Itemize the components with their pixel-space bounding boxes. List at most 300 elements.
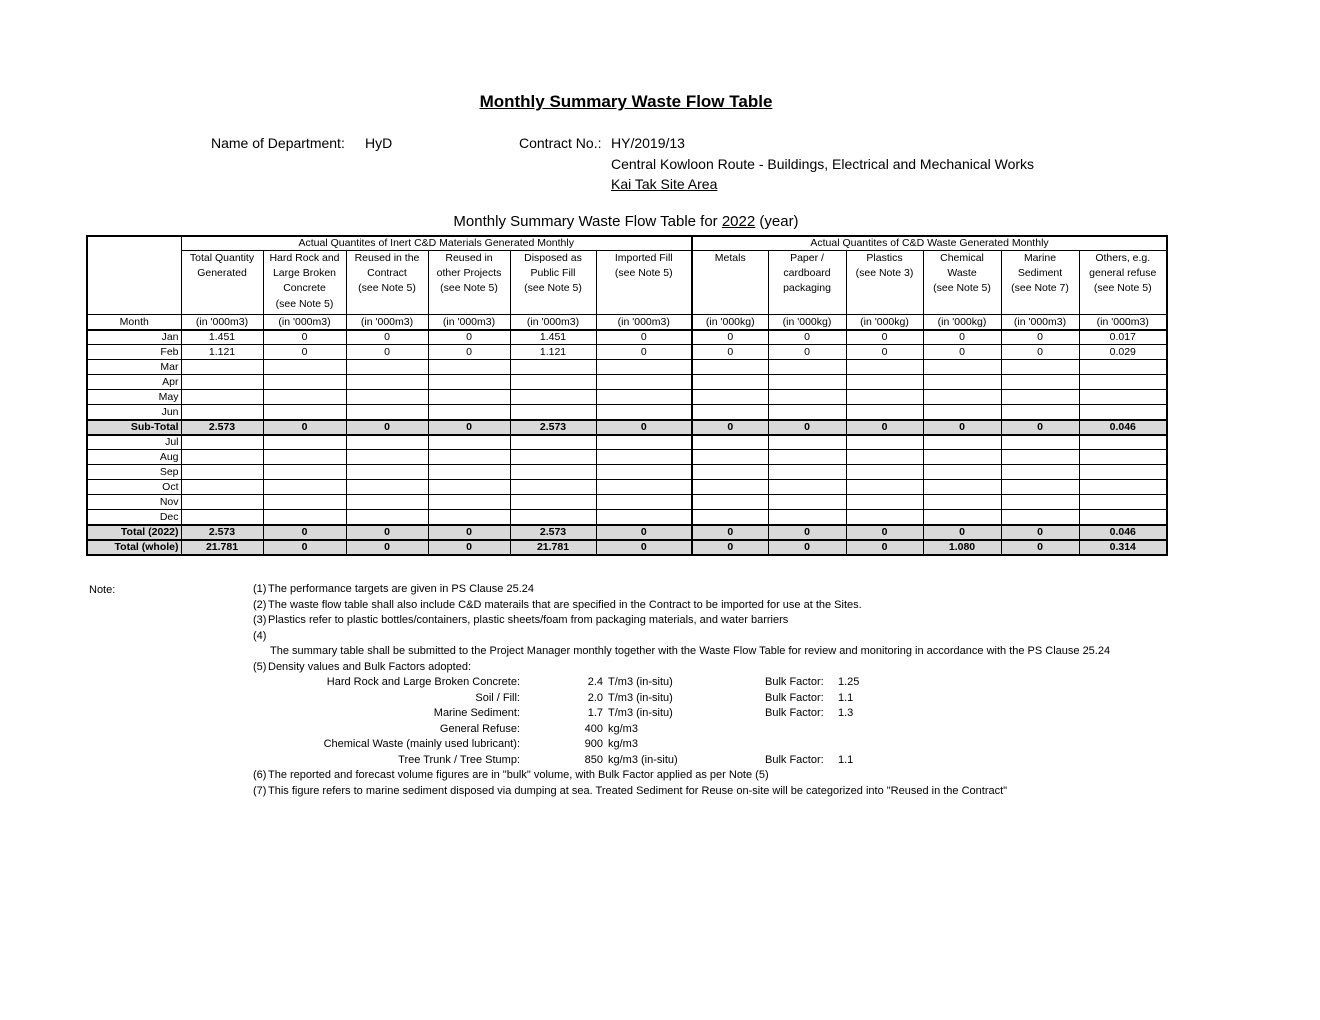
value-cell — [510, 405, 596, 420]
row-label: Aug — [87, 450, 181, 465]
column-header-line: Generated — [197, 267, 247, 280]
value-cell — [692, 435, 768, 450]
column-header — [510, 251, 596, 315]
table-row-may — [87, 390, 1167, 405]
column-header-line: (see Note 5) — [1093, 282, 1152, 295]
value-cell: 0 — [692, 525, 768, 540]
value-cell — [428, 435, 510, 450]
density-label: Tree Trunk / Tree Stump: — [398, 753, 520, 766]
value-cell: 0 — [768, 345, 846, 360]
value-cell — [768, 435, 846, 450]
value-cell — [346, 390, 428, 405]
density-unit: kg/m3 — [608, 722, 638, 735]
value-cell — [263, 405, 346, 420]
note-line — [0, 630, 1320, 646]
value-cell: 0 — [428, 525, 510, 540]
column-header-line: other Projects — [436, 267, 502, 280]
value-cell: 0 — [596, 525, 692, 540]
unit-cell: (in '000m3) — [181, 315, 263, 330]
value-cell: 0 — [692, 330, 768, 345]
value-cell: 0 — [768, 420, 846, 435]
value-cell — [428, 480, 510, 495]
bulk-factor-value: 1.25 — [838, 676, 860, 688]
column-header — [596, 251, 692, 315]
value-cell: 0 — [428, 330, 510, 345]
value-cell — [768, 375, 846, 390]
value-cell — [1001, 510, 1079, 525]
table-row-oct — [87, 480, 1167, 495]
value-cell: 0.029 — [1079, 345, 1167, 360]
value-cell — [596, 435, 692, 450]
value-cell — [346, 375, 428, 390]
value-cell — [846, 510, 923, 525]
value-cell — [1079, 375, 1167, 390]
note-text: Density values and Bulk Factors adopted: — [268, 660, 472, 673]
unit-cell: (in '000kg) — [846, 315, 923, 330]
note-line — [0, 676, 1320, 692]
value-cell — [768, 495, 846, 510]
note-text: The performance targets are given in PS Clause 25.24 — [268, 583, 534, 595]
value-cell — [510, 435, 596, 450]
column-header-line: Marine — [1023, 252, 1057, 264]
value-cell: 1.121 — [181, 345, 263, 360]
value-cell — [181, 405, 263, 420]
value-cell — [428, 465, 510, 480]
column-header-line: Paper / — [790, 252, 824, 264]
column-header — [428, 251, 510, 315]
value-cell — [510, 510, 596, 525]
value-cell — [1001, 360, 1079, 375]
value-cell — [596, 510, 692, 525]
column-header — [346, 251, 428, 315]
value-cell — [428, 450, 510, 465]
value-cell: 0 — [596, 420, 692, 435]
value-cell — [692, 375, 768, 390]
value-cell — [1079, 450, 1167, 465]
waste-flow-table-wrap — [86, 235, 1168, 556]
value-cell — [692, 495, 768, 510]
value-cell — [510, 480, 596, 495]
column-header-line: (see Note 5) — [440, 282, 498, 295]
value-cell — [181, 435, 263, 450]
value-cell — [1001, 405, 1079, 420]
department-label: Name of Department: — [211, 135, 345, 151]
value-cell — [1079, 495, 1167, 510]
column-header-line: Reused in — [445, 252, 493, 264]
value-cell: 0 — [692, 420, 768, 435]
column-header-line: Concrete — [283, 282, 326, 295]
note-number: (3) — [253, 614, 267, 626]
value-cell: 0 — [768, 540, 846, 555]
value-cell — [768, 465, 846, 480]
unit-cell: (in '000m3) — [510, 315, 596, 330]
column-header — [1079, 251, 1167, 315]
table-row-jan — [87, 330, 1167, 345]
density-value: 400 — [584, 722, 603, 735]
row-label: Total (2022) — [87, 525, 181, 540]
column-header-line: Hard Rock and — [269, 252, 340, 264]
value-cell: 0 — [346, 330, 428, 345]
value-cell — [768, 510, 846, 525]
value-cell — [596, 360, 692, 375]
value-cell: 0 — [1001, 525, 1079, 540]
value-cell — [1079, 390, 1167, 405]
value-cell — [263, 435, 346, 450]
value-cell: 21.781 — [181, 540, 263, 555]
table-row-nov — [87, 495, 1167, 510]
row-label: Sep — [87, 465, 181, 480]
value-cell: 0 — [1001, 330, 1079, 345]
value-cell: 2.573 — [181, 525, 263, 540]
note-line — [0, 692, 1320, 708]
note-number: (6) — [253, 769, 267, 781]
note-number: (5) — [253, 660, 267, 673]
value-cell — [181, 360, 263, 375]
table-row-sub-total — [87, 420, 1167, 435]
site-area: Kai Tak Site Area — [611, 176, 718, 192]
row-label: May — [87, 390, 181, 405]
value-cell — [346, 450, 428, 465]
value-cell: 0 — [923, 345, 1001, 360]
value-cell — [923, 390, 1001, 405]
table-row-jun — [87, 405, 1167, 420]
table-row-apr — [87, 375, 1167, 390]
value-cell: 0.017 — [1079, 330, 1167, 345]
value-cell: 0 — [596, 330, 692, 345]
subtitle-year: 2022 — [721, 213, 756, 230]
row-label: Jul — [87, 435, 181, 450]
density-label: General Refuse: — [439, 722, 520, 735]
density-value: 2.4 — [587, 676, 603, 688]
value-cell — [346, 435, 428, 450]
density-unit: kg/m3 — [608, 738, 638, 750]
note-line — [0, 769, 1320, 785]
value-cell — [510, 390, 596, 405]
value-cell: 0 — [1001, 540, 1079, 555]
value-cell: 0 — [1001, 420, 1079, 435]
value-cell — [692, 360, 768, 375]
value-cell — [596, 465, 692, 480]
value-cell — [1079, 510, 1167, 525]
value-cell — [923, 510, 1001, 525]
value-cell — [846, 435, 923, 450]
row-label: Total (whole) — [87, 540, 181, 555]
value-cell — [263, 495, 346, 510]
value-cell — [1001, 465, 1079, 480]
value-cell — [846, 390, 923, 405]
page-title: Monthly Summary Waste Flow Table — [479, 92, 773, 111]
value-cell — [263, 360, 346, 375]
unit-cell: (in '000m3) — [1001, 315, 1079, 330]
value-cell: 0 — [263, 345, 346, 360]
value-cell — [596, 480, 692, 495]
value-cell — [510, 450, 596, 465]
bulk-factor-value: 1.3 — [838, 707, 854, 719]
department-value: HyD — [365, 135, 393, 151]
column-header-line: (see Note 5) — [275, 297, 334, 310]
value-cell: 0 — [263, 540, 346, 555]
value-cell: 0 — [263, 420, 346, 435]
value-cell — [692, 510, 768, 525]
density-unit: T/m3 (in-situ) — [608, 707, 673, 719]
month-column-header: Month — [87, 315, 181, 330]
value-cell: 0 — [428, 420, 510, 435]
column-header-line: Waste — [947, 267, 977, 280]
unit-cell: (in '000kg) — [923, 315, 1001, 330]
value-cell — [181, 495, 263, 510]
value-cell — [846, 375, 923, 390]
table-row-mar — [87, 360, 1167, 375]
value-cell — [923, 495, 1001, 510]
value-cell — [510, 375, 596, 390]
value-cell — [846, 450, 923, 465]
note-line — [0, 707, 1320, 723]
density-label: Soil / Fill: — [475, 691, 520, 704]
column-header-line: packaging — [783, 282, 831, 295]
notes-label: Note: — [89, 584, 116, 596]
bulk-factor-label: Bulk Factor: — [765, 691, 824, 704]
value-cell: 0.046 — [1079, 525, 1167, 540]
column-header-line: (see Note 5) — [358, 282, 416, 295]
units-row — [87, 315, 1167, 330]
corner-cell — [87, 236, 181, 315]
value-cell: 0 — [263, 330, 346, 345]
column-header — [923, 251, 1001, 315]
unit-cell: (in '000m3) — [1079, 315, 1167, 330]
column-header-line: (see Note 5) — [614, 267, 673, 280]
table-row-dec — [87, 510, 1167, 525]
column-header-line: general refuse — [1089, 267, 1157, 280]
section-header-row — [87, 236, 1167, 251]
value-cell — [1079, 360, 1167, 375]
row-label: Nov — [87, 495, 181, 510]
note-line — [0, 661, 1320, 677]
column-header-row — [87, 251, 1167, 315]
value-cell: 0 — [692, 345, 768, 360]
column-header-line: Reused in the — [354, 252, 420, 264]
value-cell — [181, 375, 263, 390]
value-cell — [346, 465, 428, 480]
value-cell: 0 — [346, 420, 428, 435]
note-text: Plastics refer to plastic bottles/containers, plastic sheets/foam from packaging materials, and water barriers — [268, 614, 789, 626]
value-cell — [768, 360, 846, 375]
density-label: Chemical Waste (mainly used lubricant): — [323, 738, 520, 750]
column-header-line: (see Note 5) — [933, 282, 991, 295]
column-header-line: (see Note 5) — [524, 282, 582, 295]
density-unit: kg/m3 (in-situ) — [608, 753, 678, 766]
column-header-line: Chemical — [940, 252, 984, 264]
density-value: 1.7 — [587, 707, 603, 719]
value-cell — [923, 360, 1001, 375]
value-cell — [1079, 465, 1167, 480]
density-label: Hard Rock and Large Broken Concrete: — [326, 676, 520, 688]
value-cell: 1.121 — [510, 345, 596, 360]
value-cell — [346, 510, 428, 525]
column-header-line: Total Quantity — [189, 252, 255, 264]
column-header — [692, 251, 768, 315]
column-header-line: Contract — [367, 267, 407, 280]
contract-no-value: HY/2019/13 — [611, 135, 685, 151]
value-cell — [768, 480, 846, 495]
row-label: Oct — [87, 480, 181, 495]
column-header — [263, 251, 346, 315]
contract-no-label: Contract No.: — [519, 135, 602, 151]
value-cell — [1001, 375, 1079, 390]
value-cell — [346, 480, 428, 495]
waste-flow-table — [86, 235, 1168, 556]
unit-cell: (in '000m3) — [263, 315, 346, 330]
value-cell — [428, 375, 510, 390]
note-line — [0, 614, 1320, 630]
value-cell — [181, 510, 263, 525]
value-cell — [181, 450, 263, 465]
table-body — [87, 330, 1167, 555]
row-label: Apr — [87, 375, 181, 390]
density-value: 900 — [584, 738, 603, 750]
note-text: This figure refers to marine sediment disposed via dumping at sea. Treated Sediment for Reuse on-site will be categorized into "Reused in the Contract" — [268, 784, 1008, 797]
value-cell — [923, 435, 1001, 450]
note-number: (1) — [253, 583, 267, 595]
value-cell — [596, 405, 692, 420]
value-cell — [346, 405, 428, 420]
value-cell — [428, 510, 510, 525]
density-value: 850 — [584, 753, 603, 766]
note-line — [0, 754, 1320, 770]
value-cell — [1001, 450, 1079, 465]
value-cell: 0 — [428, 345, 510, 360]
density-unit: T/m3 (in-situ) — [608, 691, 673, 704]
value-cell — [596, 495, 692, 510]
note-text: The waste flow table shall also include C&D materails that are specified in the Contract to be imported for use at the Sites. — [268, 598, 862, 611]
note-line — [0, 785, 1320, 801]
value-cell — [346, 360, 428, 375]
value-cell: 0 — [923, 420, 1001, 435]
row-label: Mar — [87, 360, 181, 375]
column-header-line: Public Fill — [530, 267, 576, 280]
value-cell: 0 — [846, 345, 923, 360]
value-cell — [923, 375, 1001, 390]
value-cell — [181, 465, 263, 480]
value-cell — [263, 480, 346, 495]
table-row-feb — [87, 345, 1167, 360]
value-cell: 21.781 — [510, 540, 596, 555]
value-cell: 0 — [923, 330, 1001, 345]
row-label: Feb — [87, 345, 181, 360]
value-cell: 0 — [846, 525, 923, 540]
value-cell: 1.080 — [923, 540, 1001, 555]
value-cell — [596, 450, 692, 465]
note-number: (7) — [253, 784, 267, 797]
value-cell — [428, 390, 510, 405]
section-header-inert: Actual Quantites of Inert C&D Materials Generated Monthly — [181, 236, 692, 251]
note-line — [0, 723, 1320, 739]
column-header-line: Imported Fill — [614, 252, 673, 264]
value-cell — [263, 375, 346, 390]
value-cell — [692, 390, 768, 405]
value-cell — [692, 450, 768, 465]
bulk-factor-label: Bulk Factor: — [765, 753, 824, 766]
value-cell: 0 — [596, 345, 692, 360]
value-cell — [428, 495, 510, 510]
value-cell: 0 — [263, 525, 346, 540]
value-cell — [923, 480, 1001, 495]
value-cell — [692, 480, 768, 495]
value-cell: 0 — [846, 420, 923, 435]
column-header — [846, 251, 923, 315]
value-cell: 0 — [846, 330, 923, 345]
value-cell — [1079, 480, 1167, 495]
value-cell — [692, 405, 768, 420]
value-cell — [692, 465, 768, 480]
table-row-sep — [87, 465, 1167, 480]
column-header-line: Disposed as — [524, 252, 582, 264]
value-cell — [181, 390, 263, 405]
value-cell — [923, 450, 1001, 465]
value-cell — [263, 390, 346, 405]
value-cell — [1001, 495, 1079, 510]
section-header-waste: Actual Quantites of C&D Waste Generated Monthly — [692, 236, 1167, 251]
notes-section — [0, 583, 1320, 800]
bulk-factor-label: Bulk Factor: — [765, 676, 824, 688]
contract-description: Central Kowloon Route - Buildings, Electrical and Mechanical Works — [611, 156, 1035, 172]
value-cell: 0.046 — [1079, 420, 1167, 435]
value-cell — [923, 405, 1001, 420]
note-text: The reported and forecast volume figures are in "bulk" volume, with Bulk Factor applied as per Note (5) — [268, 769, 769, 781]
value-cell — [768, 450, 846, 465]
value-cell — [768, 405, 846, 420]
value-cell — [846, 405, 923, 420]
column-header-line: Metals — [714, 252, 746, 264]
column-header-line: (see Note 7) — [1011, 282, 1069, 295]
column-header — [181, 251, 263, 315]
row-label: Dec — [87, 510, 181, 525]
unit-cell: (in '000kg) — [692, 315, 768, 330]
density-unit: T/m3 (in-situ) — [608, 676, 673, 688]
value-cell: 0 — [692, 540, 768, 555]
value-cell — [510, 495, 596, 510]
value-cell: 2.573 — [181, 420, 263, 435]
value-cell — [596, 375, 692, 390]
unit-cell: (in '000kg) — [768, 315, 846, 330]
unit-cell: (in '000m3) — [346, 315, 428, 330]
value-cell: 0.314 — [1079, 540, 1167, 555]
value-cell: 0 — [768, 525, 846, 540]
value-cell: 0 — [346, 345, 428, 360]
note-line — [0, 738, 1320, 754]
bulk-factor-value: 1.1 — [838, 753, 854, 766]
value-cell — [846, 360, 923, 375]
value-cell: 1.451 — [181, 330, 263, 345]
note-number: (4) — [253, 629, 267, 642]
value-cell: 2.573 — [510, 420, 596, 435]
table-row-aug — [87, 450, 1167, 465]
value-cell — [1079, 405, 1167, 420]
column-header — [1001, 251, 1079, 315]
bulk-factor-label: Bulk Factor: — [765, 707, 824, 719]
value-cell — [846, 495, 923, 510]
value-cell — [181, 480, 263, 495]
unit-cell: (in '000m3) — [596, 315, 692, 330]
subtitle-prefix: Monthly Summary Waste Flow Table for — [453, 213, 722, 230]
density-label: Marine Sediment: — [433, 707, 520, 719]
column-header-line: Large Broken — [272, 267, 337, 280]
value-cell — [510, 360, 596, 375]
value-cell — [596, 390, 692, 405]
value-cell: 0 — [346, 540, 428, 555]
note-number: (2) — [253, 598, 267, 611]
column-header-line: (see Note 3) — [855, 267, 914, 280]
value-cell — [263, 510, 346, 525]
